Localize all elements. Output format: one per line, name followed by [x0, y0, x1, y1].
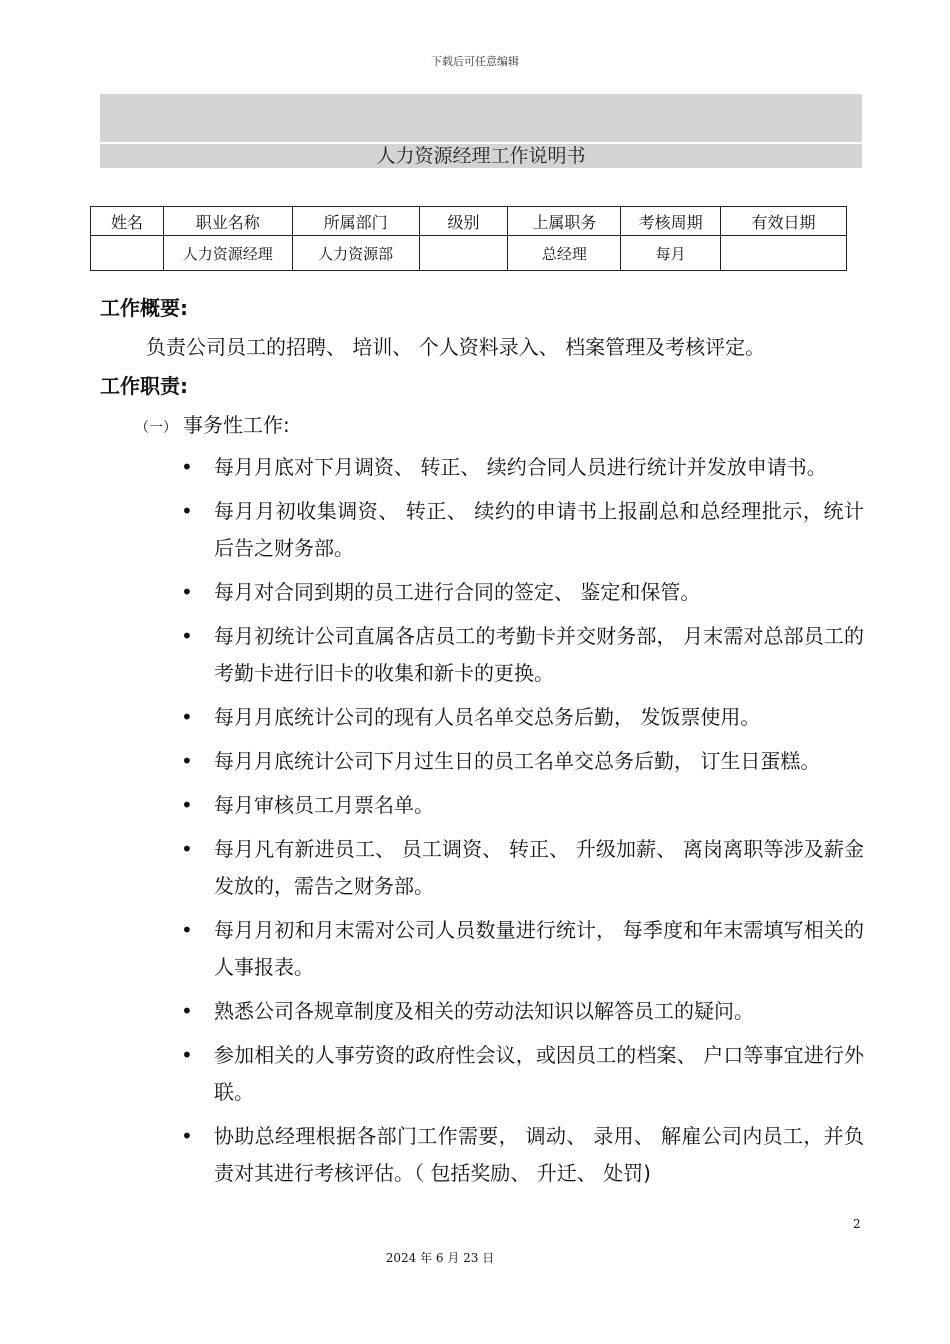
duty-item	[181, 787, 864, 824]
bullet-icon: •	[181, 705, 193, 729]
value-cell-effective-date	[721, 236, 847, 271]
value-cell-name	[91, 236, 164, 271]
bullet-icon: •	[181, 793, 193, 817]
duty-item	[181, 1037, 864, 1111]
duty-item	[181, 699, 864, 736]
duty-item	[181, 993, 864, 1030]
page-number: 2	[853, 1217, 861, 1231]
header-cell-review-cycle: 考核周期	[621, 207, 721, 236]
value-cell-level	[419, 236, 508, 271]
bullet-icon: •	[181, 1043, 193, 1067]
duty-text: 协助总经理根据各部门工作需要， 调动、 录用、 解雇公司内员工，并负责对其进行考核评估。（ 包括奖励、 升迁、 处罚)	[214, 1124, 864, 1185]
header-cell-job-title: 职业名称	[163, 207, 292, 236]
duty-item	[181, 493, 864, 567]
overview-text: 负责公司员工的招聘、 培训、 个人资料录入、 档案管理及考核评定。	[146, 335, 766, 359]
value-cell-job-title: 人力资源经理	[163, 236, 292, 271]
overview-heading: 工作概要:	[100, 296, 188, 320]
duty-text: 每月月底统计公司的现有人员名单交总务后勤， 发饭票使用。	[214, 705, 761, 729]
duty-text: 每月月初和月末需对公司人员数量进行统计， 每季度和年末需填写相关的人事报表。	[214, 918, 864, 979]
subsection-label: 事务性工作:	[183, 413, 290, 437]
duty-item	[181, 831, 864, 905]
duty-text: 每月初统计公司直属各店员工的考勤卡并交财务部， 月末需对总部员工的考勤卡进行旧卡的收集和新卡的更换。	[214, 624, 864, 685]
bullet-icon: •	[181, 999, 193, 1023]
bullet-icon: •	[181, 918, 193, 942]
bullet-icon: •	[181, 499, 193, 523]
bullet-icon: •	[181, 749, 193, 773]
header-cell-superior: 上属职务	[508, 207, 621, 236]
duties-heading: 工作职责:	[100, 374, 188, 398]
value-cell-superior: 总经理	[508, 236, 621, 271]
info-table	[90, 206, 847, 271]
duty-text: 每月月底统计公司下月过生日的员工名单交总务后勤， 订生日蛋糕。	[214, 749, 821, 773]
duty-text: 熟悉公司各规章制度及相关的劳动法知识以解答员工的疑问。	[214, 999, 754, 1023]
duty-text: 每月对合同到期的员工进行合同的签定、 鉴定和保管。	[214, 580, 701, 604]
info-table-header-row	[91, 207, 847, 236]
document-title: 人力资源经理工作说明书	[376, 145, 586, 167]
bullet-icon: •	[181, 580, 193, 604]
value-cell-department: 人力资源部	[292, 236, 419, 271]
duty-text: 每月审核员工月票名单。	[214, 793, 434, 817]
footer-date: 2024 年 6 月 23 日	[385, 1251, 495, 1265]
bullet-icon: •	[181, 455, 193, 479]
value-cell-review-cycle: 每月	[621, 236, 721, 271]
duty-item	[181, 618, 864, 692]
title-band	[100, 94, 862, 168]
bullet-icon: •	[181, 1124, 193, 1148]
header-cell-effective-date: 有效日期	[721, 207, 847, 236]
bullet-icon: •	[181, 624, 193, 648]
duty-item	[181, 574, 864, 611]
info-table-value-row	[91, 236, 847, 271]
subsection-marker: （一）	[135, 420, 177, 436]
header-cell-level: 级别	[419, 207, 508, 236]
header-cell-department: 所属部门	[292, 207, 419, 236]
subsection-title	[135, 410, 290, 443]
header-cell-name: 姓名	[91, 207, 164, 236]
duty-item	[181, 449, 864, 486]
duty-text: 每月月底对下月调资、 转正、 续约合同人员进行统计并发放申请书。	[214, 455, 827, 479]
duty-item	[181, 743, 864, 780]
duty-item	[181, 912, 864, 986]
duty-item	[181, 1118, 864, 1192]
bullet-icon: •	[181, 837, 193, 861]
duties-list	[0, 449, 864, 1199]
duty-text: 每月月初收集调资、 转正、 续约的申请书上报副总和总经理批示，统计后告之财务部。	[214, 499, 864, 560]
duty-text: 每月凡有新进员工、 员工调资、 转正、 升级加薪、 离岗离职等涉及薪金发放的，需告之财务部。	[214, 837, 864, 898]
header-note: 下载后可任意编辑	[431, 55, 519, 68]
duty-text: 参加相关的人事劳资的政府性会议，或因员工的档案、 户口等事宜进行外联。	[214, 1043, 864, 1104]
